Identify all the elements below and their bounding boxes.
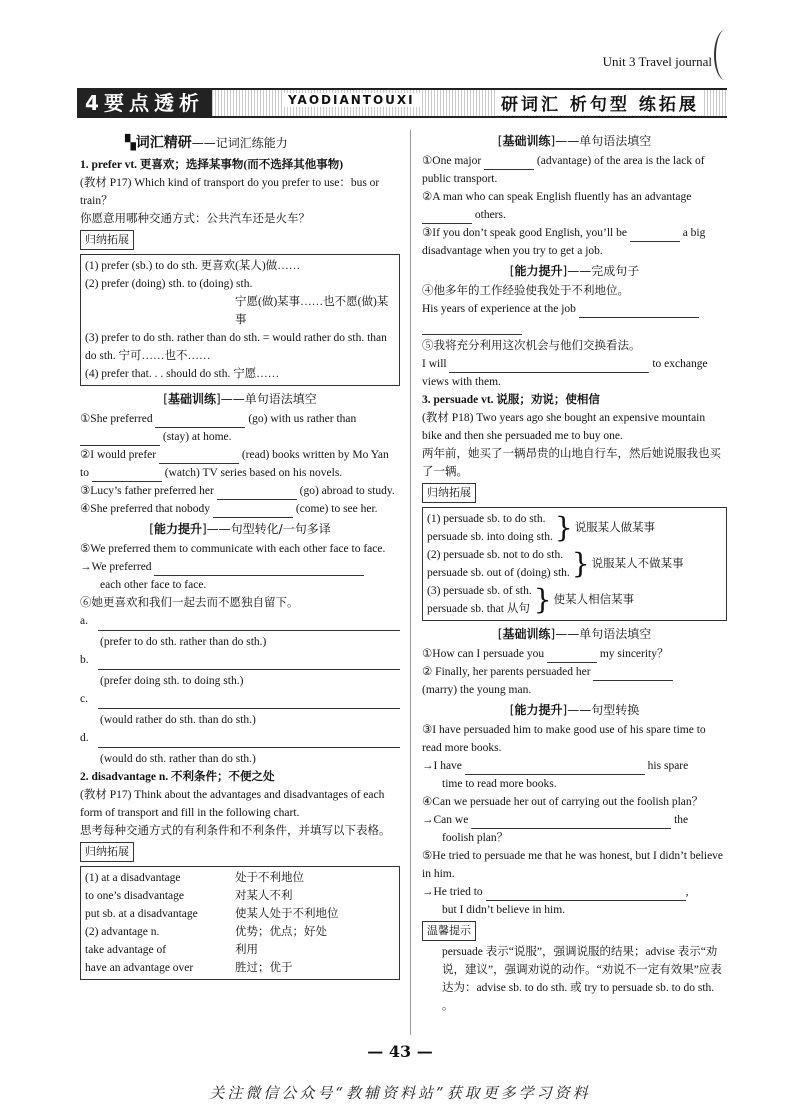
example-cn: 思考每种交通方式的有利条件和不利条件，并填写以下表格。 <box>80 825 391 837</box>
question-3: ③Lucy’s father preferred her (go) abroad to study. <box>80 482 400 500</box>
brace-icon: } <box>533 583 552 616</box>
question-5-rewrite: →We preferred <box>80 558 400 576</box>
tip-text: persuade 表示“说服”，强调说服的结果；advise 表示“劝说，建议”，强调劝说的动作。“劝说不一定有效果”应表达为：advise sb. to do sth. 或 try to persuade sb. to do sth. 。 <box>442 946 722 1012</box>
answer-blank[interactable] <box>593 667 673 681</box>
question-6: ⑥她更喜欢和我们一起去而不愿独自留下。 <box>80 597 299 609</box>
answer-line[interactable] <box>98 694 400 709</box>
answer-line[interactable] <box>98 733 400 748</box>
tip-tag: 温馨提示 <box>422 921 476 941</box>
summary-row: have an advantage over 胜过；优于 <box>85 962 293 974</box>
question-2: ②I would prefer (read) books written by Mo Yan to (watch) TV series based on his novels. <box>80 446 400 482</box>
bookmark-icon: ▚ <box>125 135 136 151</box>
answer-blank[interactable] <box>155 414 245 428</box>
answer-line[interactable] <box>98 655 400 670</box>
banner-tabs: 研词汇 析句型 练拓展 <box>497 90 703 115</box>
basic-training-title: [基础训练]——单句语法填空 <box>497 627 652 641</box>
answer-blank[interactable] <box>449 359 649 373</box>
answer-blank[interactable] <box>217 486 297 500</box>
advanced-title: [能力提升]——句型转化/一句多译 <box>149 522 331 536</box>
summary-box <box>80 866 400 980</box>
entry-prefer-head: 1. prefer vt. 更喜欢；选择某事物(而不选择其他事物) <box>80 159 344 171</box>
brace-icon: } <box>571 547 590 580</box>
question-p4: ④Can we persuade her out of carrying out the foolish plan？ <box>422 796 704 808</box>
advanced-title: [能力提升]——完成句子 <box>509 264 640 278</box>
question-1: ①She preferred (go) with us rather than (stay) at home. <box>80 410 400 446</box>
right-column <box>422 130 727 1015</box>
translation-d: d. (would do sth. rather than do sth.) <box>80 729 400 768</box>
summary-line: 宁愿(做)某事……也不愿(做)某事 <box>235 296 389 326</box>
question-p3-end: time to read more books. <box>442 778 557 790</box>
question-p1: ①How can I persuade you my sincerity？ <box>422 645 727 663</box>
answer-blank[interactable] <box>422 210 472 224</box>
summary-box <box>80 254 400 386</box>
summary-row: (1) at a disadvantage 处于不利地位 <box>85 872 304 884</box>
summary-group: (3) persuade sb. of sth. persuade sb. that 从句 } 使某人相信某事 <box>427 583 635 616</box>
answer-blank[interactable] <box>159 450 239 464</box>
question-r2: ②A man who can speak English fluently has an advantage others. <box>422 188 727 224</box>
entry-disadvantage-head: 2. disadvantage n. 不利条件；不便之处 <box>80 771 275 783</box>
translation-b: b. (prefer doing sth. to doing sth.) <box>80 651 400 690</box>
answer-blank[interactable] <box>486 887 686 901</box>
page-number: — 43 — <box>367 1042 433 1061</box>
summary-line: (4) prefer that. . . should do sth. 宁愿…… <box>85 368 280 380</box>
summary-line: (1) prefer (sb.) to do sth. 更喜欢(某人)做…… <box>85 260 301 272</box>
summary-tag: 归纳拓展 <box>80 842 134 862</box>
answer-blank[interactable] <box>484 156 534 170</box>
summary-group: (1) persuade sb. to do sth. persuade sb. into doing sth. } 说服某人做某事 <box>427 511 656 544</box>
summary-group: (2) persuade sb. not to do sth. persuade sb. out of (doing) sth. } 说服某人不做某事 <box>427 547 684 580</box>
question-r5-answer: I will to exchange views with them. <box>422 358 708 388</box>
example-en: (教材 P17) Think about the advantages and disadvantages of each form of transport and fill in the following chart. <box>80 789 385 819</box>
question-p3-answer: →I have his spare <box>422 757 727 775</box>
question-r5: ⑤我将充分利用这次机会与他们交换看法。 <box>422 340 641 352</box>
footer-note: 关注微信公众号“教辅资料站”获取更多学习资料 <box>209 1084 591 1102</box>
summary-row: (2) advantage n. 优势；优点；好处 <box>85 926 327 938</box>
question-5-rewrite-end: each other face to face. <box>100 579 207 591</box>
answer-blank[interactable] <box>213 504 293 518</box>
question-5: ⑤We preferred them to communicate with each other face to face. <box>80 543 386 555</box>
answer-blank[interactable] <box>547 649 597 663</box>
brace-icon: } <box>554 511 573 544</box>
translation-a: a. (prefer to do sth. rather than do sth.) <box>80 612 400 651</box>
summary-row: to one’s disadvantage 对某人不利 <box>85 890 293 902</box>
question-p2: ② Finally, her parents persuaded her (marry) the young man. <box>422 663 727 699</box>
column-divider <box>410 130 411 1035</box>
answer-blank[interactable] <box>92 468 162 482</box>
advanced-title: [能力提升]——句型转换 <box>509 703 640 717</box>
banner-main-title: 4要点透析 <box>77 88 212 118</box>
left-column <box>80 130 400 984</box>
example-cn: 你愿意用哪种交通方式：公共汽车还是火车？ <box>80 213 310 225</box>
answer-blank[interactable] <box>80 432 160 446</box>
example-en: (教材 P17) Which kind of transport do you prefer to use：bus or train？ <box>80 177 380 207</box>
answer-line[interactable] <box>422 320 522 335</box>
basic-training-title: [基础训练]——单句语法填空 <box>163 392 317 406</box>
answer-blank[interactable] <box>471 815 671 829</box>
answer-line[interactable] <box>98 616 400 631</box>
section-banner <box>77 88 727 118</box>
question-4: ④She preferred that nobody (come) to see her. <box>80 500 400 518</box>
answer-blank[interactable] <box>579 304 699 318</box>
summary-row: take advantage of 利用 <box>85 944 258 956</box>
basic-training-title: [基础训练]——单句语法填空 <box>497 134 652 148</box>
banner-pinyin: YAODIANTOUXI <box>282 93 421 107</box>
question-p4-end: foolish plan？ <box>442 832 509 844</box>
question-p3: ③I have persuaded him to make good use of his spare time to read more books. <box>422 724 706 754</box>
question-r4-answer: His years of experience at the job <box>422 300 727 335</box>
question-p4-answer: →Can we the <box>422 811 727 829</box>
question-p5: ⑤He tried to persuade me that he was honest, but I didn’t believe in him. <box>422 850 724 880</box>
example-en: (教材 P18) Two years ago she bought an expensive mountain bike and then she persuaded me to buy one. <box>422 412 706 442</box>
question-r1: ①One major (advantage) of the area is the lack of public transport. <box>422 155 705 185</box>
answer-blank[interactable] <box>154 562 364 576</box>
unit-header: Unit 3 Travel journal <box>602 54 712 69</box>
entry-persuade-head: 3. persuade vt. 说服；劝说；使相信 <box>422 394 600 406</box>
translation-c: c. (would rather do sth. than do sth.) <box>80 690 400 729</box>
summary-row: put sb. at a disadvantage 使某人处于不利地位 <box>85 908 339 920</box>
question-p5-end: but I didn’t believe in him. <box>442 904 566 916</box>
question-p5-answer: →He tried to , <box>422 883 727 901</box>
example-cn: 两年前，她买了一辆昂贵的山地自行车，然后她说服我也买了一辆。 <box>422 448 721 478</box>
answer-blank[interactable] <box>465 761 645 775</box>
summary-line: (3) prefer to do sth. rather than do sth. = would rather do sth. than do sth. 宁可……也不…… <box>85 332 387 362</box>
summary-tag: 归纳拓展 <box>80 230 134 250</box>
summary-line: (2) prefer (doing) sth. to (doing) sth. <box>85 278 253 290</box>
answer-blank[interactable] <box>630 228 680 242</box>
summary-tag: 归纳拓展 <box>422 483 476 503</box>
vocab-section-title: ▚词汇精研——记词汇练能力 <box>125 135 288 151</box>
header-ornament <box>714 30 736 80</box>
question-r4: ④他多年的工作经验使我处于不利地位。 <box>422 285 629 297</box>
question-r3: ③If you don’t speak good English, you’ll be a big disadvantage when you try to get a job. <box>422 227 706 257</box>
summary-box <box>422 507 727 621</box>
